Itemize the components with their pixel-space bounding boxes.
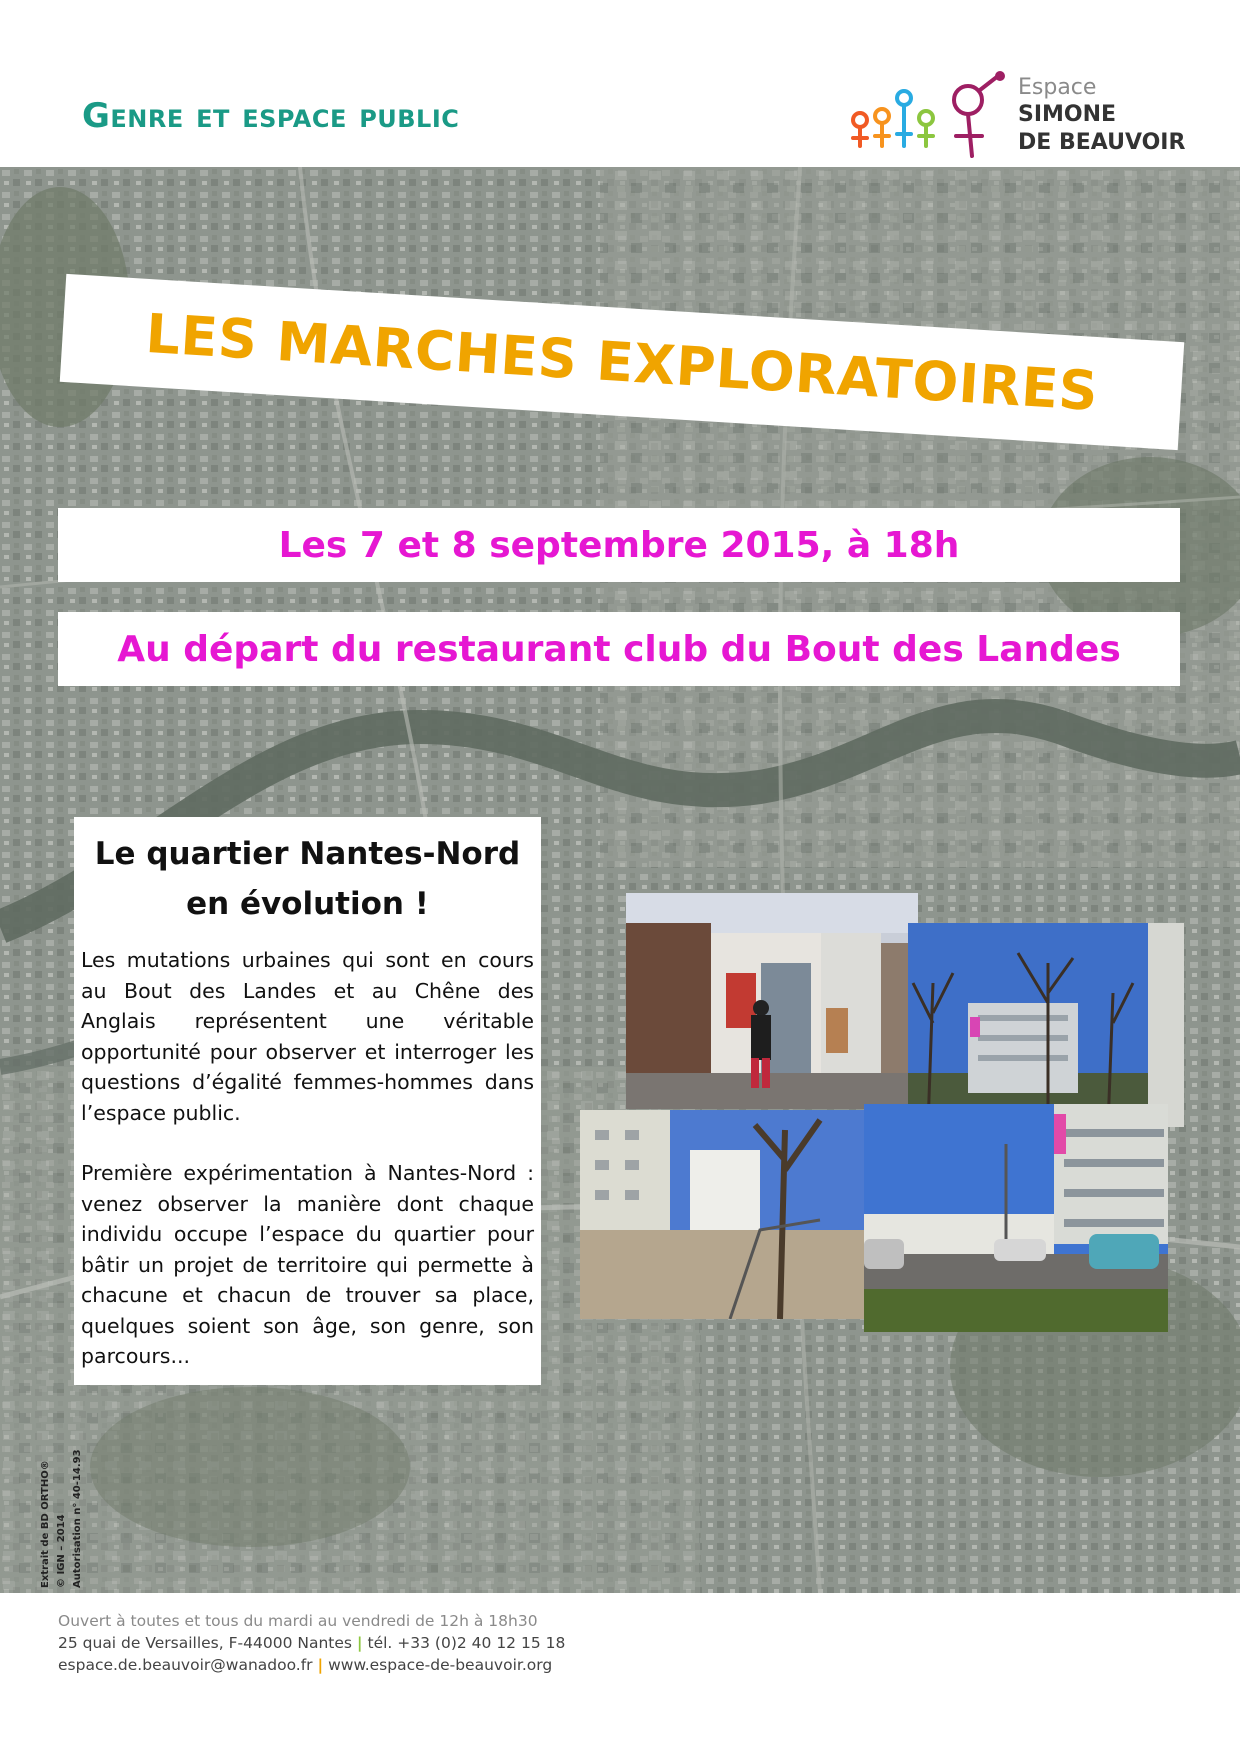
header-title: Genre et espace public xyxy=(82,96,460,136)
footer-email[interactable]: espace.de.beauvoir@wanadoo.fr xyxy=(58,1656,313,1674)
article-box xyxy=(74,817,541,1385)
logo-text xyxy=(1018,75,1185,157)
photo-credit xyxy=(40,1448,100,1588)
logo-name-line1: SIMONE xyxy=(1018,102,1117,127)
article-paragraph-1: Les mutations urbaines qui sont en cours au Bout des Landes et au Chêne des Anglais représentent une véritable opportunité pour observer et interroger les questions d’égalité femmes-hommes dans l’espace public. xyxy=(81,948,534,1125)
footer-website[interactable]: www.espace-de-beauvoir.org xyxy=(328,1656,553,1674)
photo-new-apartment-building xyxy=(908,923,1184,1127)
footer-address: 25 quai de Versailles, F-44000 Nantes xyxy=(58,1634,352,1652)
footer-phone: tél. +33 (0)2 40 12 15 18 xyxy=(367,1634,566,1652)
footer-hours: Ouvert à toutes et tous du mardi au vendredi de 12h à 18h30 xyxy=(58,1612,538,1630)
main-title: LES MARCHES EXPLORATOIRES xyxy=(144,301,1100,423)
article-paragraph-2: Première expérimentation à Nantes-Nord : venez observer la manière dont chaque individu occupe l’espace du quartier pour bâtir un projet de territoire qui permette à chacune et chacun de trouver sa place, quelques soient son âge, son genre, son parcours... xyxy=(81,1161,534,1368)
article-title-line1: Le quartier Nantes-Nord xyxy=(94,836,521,872)
place-banner xyxy=(58,612,1180,686)
event-date: Les 7 et 8 septembre 2015, à 18h xyxy=(278,524,960,566)
footer-separator: | xyxy=(356,1634,363,1652)
female-figures-icon xyxy=(848,70,1018,160)
logo-name-line2: DE BEAUVOIR xyxy=(1018,130,1186,155)
photo-restaurant-storefront xyxy=(626,893,918,1109)
photo-street-with-cars xyxy=(864,1104,1168,1332)
date-banner xyxy=(58,508,1180,582)
article-title-line2: en évolution ! xyxy=(186,886,429,922)
photo-credit-line3: Autorisation n° 40-14.93 xyxy=(72,1449,83,1588)
logo-espace: Espace xyxy=(1018,75,1097,100)
footer-contact xyxy=(58,1610,565,1676)
photo-credit-line1: Extrait de BD ORTHO® xyxy=(40,1460,51,1588)
footer-separator: | xyxy=(317,1656,324,1674)
event-place: Au départ du restaurant club du Bout des Landes xyxy=(117,628,1121,670)
photo-vacant-lot xyxy=(580,1110,865,1319)
photo-credit-line2: © IGN – 2014 xyxy=(56,1514,67,1588)
article-title xyxy=(81,829,534,929)
